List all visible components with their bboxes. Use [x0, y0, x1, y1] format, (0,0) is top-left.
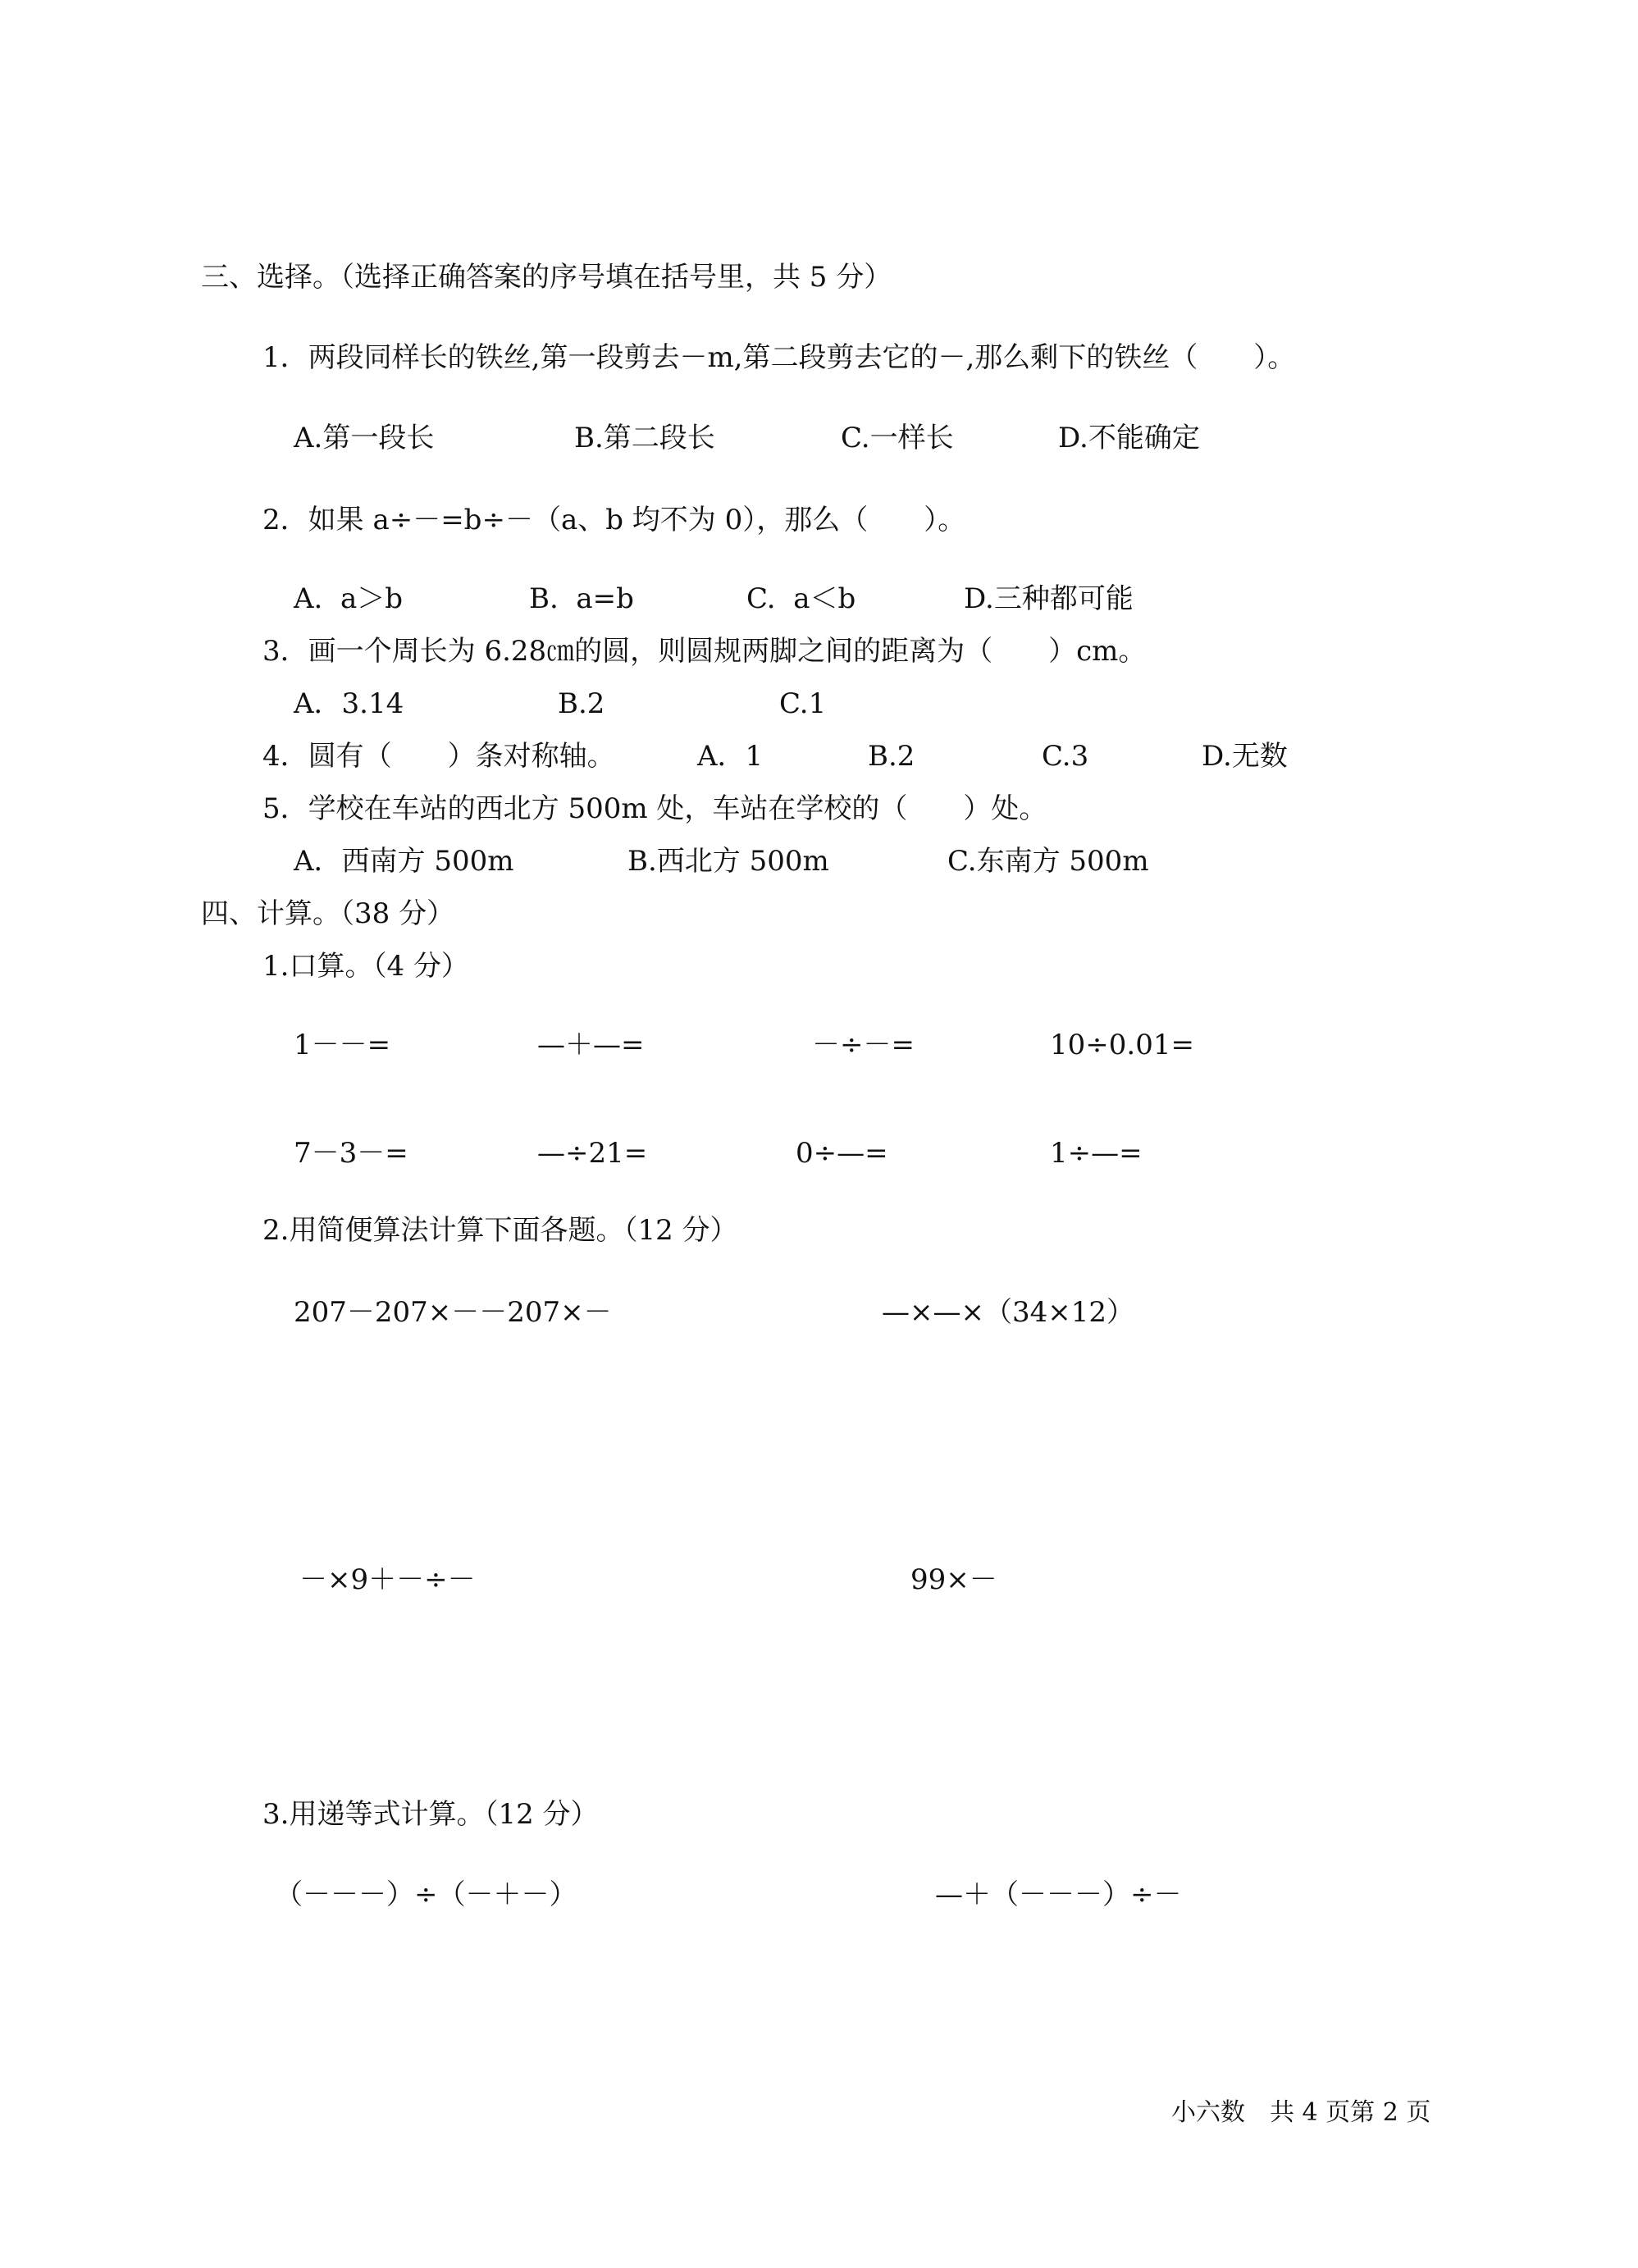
page-footer: 小六数 共 4 页第 2 页 — [1171, 2098, 1431, 2127]
simple-problem-2: —×—×（34×12） — [882, 1296, 1134, 1329]
q3-option-b: B.2 — [558, 687, 605, 720]
q5-option-b: B.西北方 500m — [627, 845, 829, 878]
stepwise-problem-2: —＋（－－－）÷－ — [935, 1878, 1182, 1911]
q1-option-d: D.不能确定 — [1058, 422, 1200, 454]
q4-option-c: C.3 — [1042, 740, 1089, 773]
q4-option-d: D.无数 — [1202, 740, 1288, 773]
oral-r2-1: 7－3－= — [294, 1137, 408, 1170]
stepwise-problem-1: （－－－）÷（－＋－） — [275, 1878, 577, 1911]
q1-option-c: C.一样长 — [841, 422, 954, 454]
q4-stem: 4．圆有（ ）条对称轴。 — [262, 740, 615, 773]
oral-r2-3: 0÷—= — [796, 1137, 888, 1170]
q2-option-a: A. a＞b — [294, 582, 404, 615]
section3-title: 三、选择。（选择正确答案的序号填在括号里，共 5 分） — [201, 261, 892, 294]
oral-r2-2: —÷21= — [537, 1137, 648, 1170]
q4-option-a: A．1 — [697, 740, 764, 773]
oral-r1-2: —＋—= — [537, 1029, 645, 1061]
q2-stem: 2．如果 a÷－=b÷－（a、b 均不为 0），那么（ ）。 — [262, 504, 966, 536]
q1-stem: 1．两段同样长的铁丝,第一段剪去－m,第二段剪去它的－,那么剩下的铁丝（ ）。 — [262, 341, 1296, 374]
oral-r2-4: 1÷—= — [1050, 1137, 1143, 1170]
oral-r1-3: －÷－= — [812, 1029, 915, 1061]
q3-stem: 3．画一个周长为 6.28㎝的圆，则圆规两脚之间的距离为（ ）cm。 — [262, 635, 1147, 668]
q5-option-a: A．西南方 500m — [294, 845, 514, 878]
q2-option-d: D.三种都可能 — [964, 582, 1134, 615]
q1-option-a: A.第一段长 — [294, 422, 435, 454]
simple-problem-1: 207－207×－－207×－ — [294, 1296, 612, 1329]
section4-title: 四、计算。（38 分） — [201, 897, 455, 930]
simple-problem-4: 99×－ — [910, 1563, 997, 1596]
q3-option-c: C.1 — [779, 687, 827, 720]
q5-stem: 5．学校在车站的西北方 500m 处，车站在学校的（ ）处。 — [262, 792, 1047, 825]
stepwise-title: 3.用递等式计算。（12 分） — [262, 1798, 599, 1831]
q4-option-b: B.2 — [868, 740, 915, 773]
simple-title: 2.用简便算法计算下面各题。（12 分） — [262, 1214, 738, 1247]
simple-problem-3: －×9＋－÷－ — [299, 1563, 476, 1596]
q2-option-b: B. a=b — [529, 582, 634, 615]
q3-option-a: A．3.14 — [294, 687, 404, 720]
q5-option-c: C.东南方 500m — [947, 845, 1149, 878]
q2-option-c: C. a＜b — [746, 582, 856, 615]
oral-r1-4: 10÷0.01= — [1050, 1029, 1194, 1061]
q1-option-b: B.第二段长 — [574, 422, 715, 454]
oral-title: 1.口算。（4 分） — [262, 950, 469, 983]
oral-r1-1: 1－－= — [294, 1029, 391, 1061]
